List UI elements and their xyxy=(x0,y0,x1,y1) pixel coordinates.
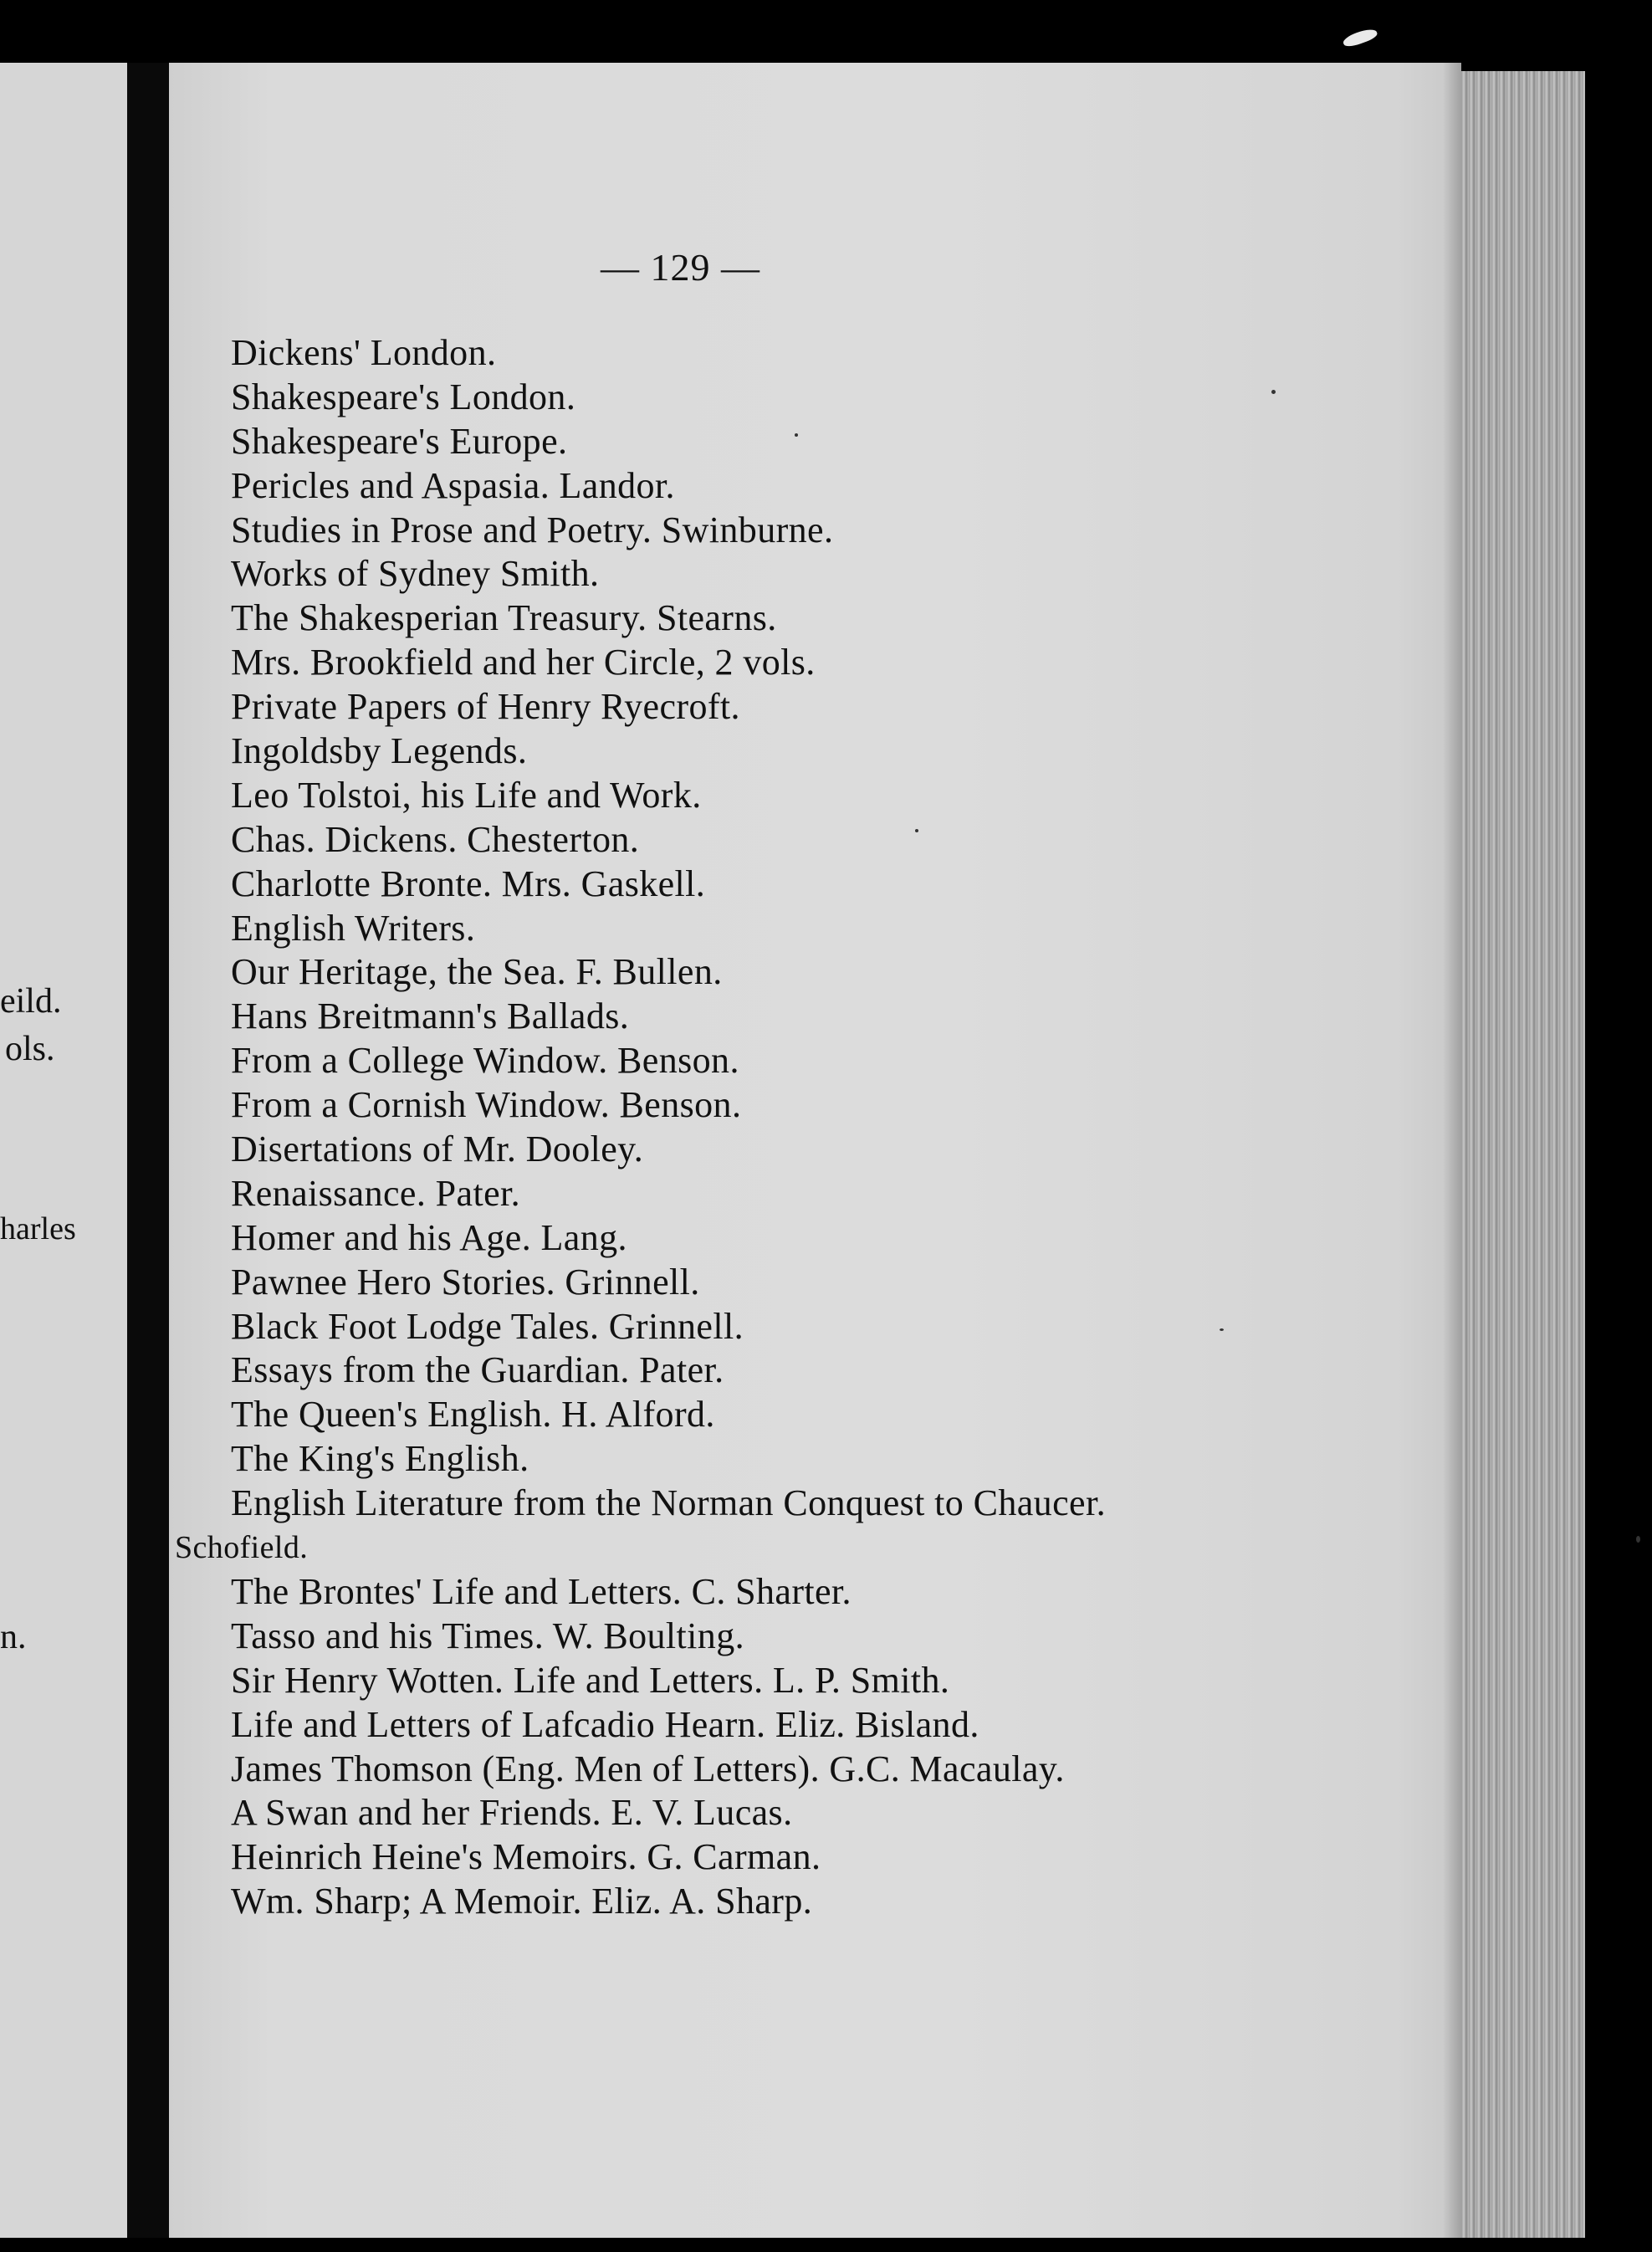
left-page-fragment: n. xyxy=(0,1618,27,1656)
scan-speck xyxy=(1220,1328,1224,1331)
book-entry: Shakespeare's Europe. xyxy=(231,420,568,462)
book-entry: Works of Sydney Smith. xyxy=(231,553,600,595)
left-page-fragment: ols. xyxy=(5,1030,55,1068)
book-entry: Heinrich Heine's Memoirs. G. Carman. xyxy=(231,1836,821,1878)
book-entry: Ingoldsby Legends. xyxy=(231,730,528,772)
book-entry: Charlotte Bronte. Mrs. Gaskell. xyxy=(231,862,706,904)
book-entry: Essays from the Guardian. Pater. xyxy=(231,1349,724,1391)
book-entry: Schofield. xyxy=(175,1530,309,1566)
book-list xyxy=(175,331,1106,1924)
book-entry: The Shakesperian Treasury. Stearns. xyxy=(231,597,777,639)
book-entry: Private Papers of Henry Ryecroft. xyxy=(231,686,740,728)
left-page-sliver xyxy=(0,63,127,2238)
left-page-fragment: eild. xyxy=(0,982,62,1021)
page-number: — 129 — xyxy=(601,246,760,289)
book-entry: Dickens' London. xyxy=(231,332,497,373)
book-entry: James Thomson (Eng. Men of Letters). G.C. Macaulay. xyxy=(231,1748,1065,1789)
book-entry: Renaissance. Pater. xyxy=(231,1172,521,1214)
book-entry: Sir Henry Wotten. Life and Letters. L. P. Smith. xyxy=(231,1659,950,1701)
book-entry: Life and Letters of Lafcadio Hearn. Eliz. Bisland. xyxy=(231,1703,979,1745)
book-entry: Shakespeare's London. xyxy=(231,376,576,417)
left-page-fragment: harles xyxy=(0,1211,76,1246)
book-entry: Black Foot Lodge Tales. Grinnell. xyxy=(231,1305,744,1347)
book-entry: The Queen's English. H. Alford. xyxy=(231,1394,715,1436)
book-entry: Chas. Dickens. Chesterton. xyxy=(231,818,640,860)
book-entry: Hans Breitmann's Ballads. xyxy=(231,995,630,1037)
book-entry: From a Cornish Window. Benson. xyxy=(231,1084,742,1126)
book-entry: Pericles and Aspasia. Landor. xyxy=(231,464,675,506)
book-entry: The King's English. xyxy=(231,1438,529,1480)
book-entry: Homer and his Age. Lang. xyxy=(231,1216,627,1258)
book-entry: Studies in Prose and Poetry. Swinburne. xyxy=(231,509,834,550)
book-entry: Wm. Sharp; A Memoir. Eliz. A. Sharp. xyxy=(231,1881,813,1922)
scan-speck xyxy=(1636,1536,1640,1543)
book-entry: Tasso and his Times. W. Boulting. xyxy=(231,1615,745,1656)
book-entry: Disertations of Mr. Dooley. xyxy=(231,1129,644,1170)
book-entry: Pawnee Hero Stories. Grinnell. xyxy=(231,1261,700,1303)
book-entry: From a College Window. Benson. xyxy=(231,1040,739,1082)
book-gutter xyxy=(127,63,169,2238)
book-entry: Mrs. Brookfield and her Circle, 2 vols. xyxy=(231,642,816,683)
book-entry: English Writers. xyxy=(231,907,476,949)
book-entry: The Brontes' Life and Letters. C. Sharter. xyxy=(231,1570,852,1612)
page-stack-edge xyxy=(1461,71,1585,2238)
scan-speck xyxy=(915,829,918,832)
scan-artifact xyxy=(1342,26,1378,49)
book-entry: Our Heritage, the Sea. F. Bullen. xyxy=(231,951,723,993)
book-entry: English Literature from the Norman Conquest to Chaucer. xyxy=(231,1482,1106,1524)
book-entry: A Swan and her Friends. E. V. Lucas. xyxy=(231,1792,793,1834)
book-entry: Leo Tolstoi, his Life and Work. xyxy=(231,774,702,816)
scan-speck xyxy=(795,433,798,437)
scan-speck xyxy=(1271,390,1276,394)
